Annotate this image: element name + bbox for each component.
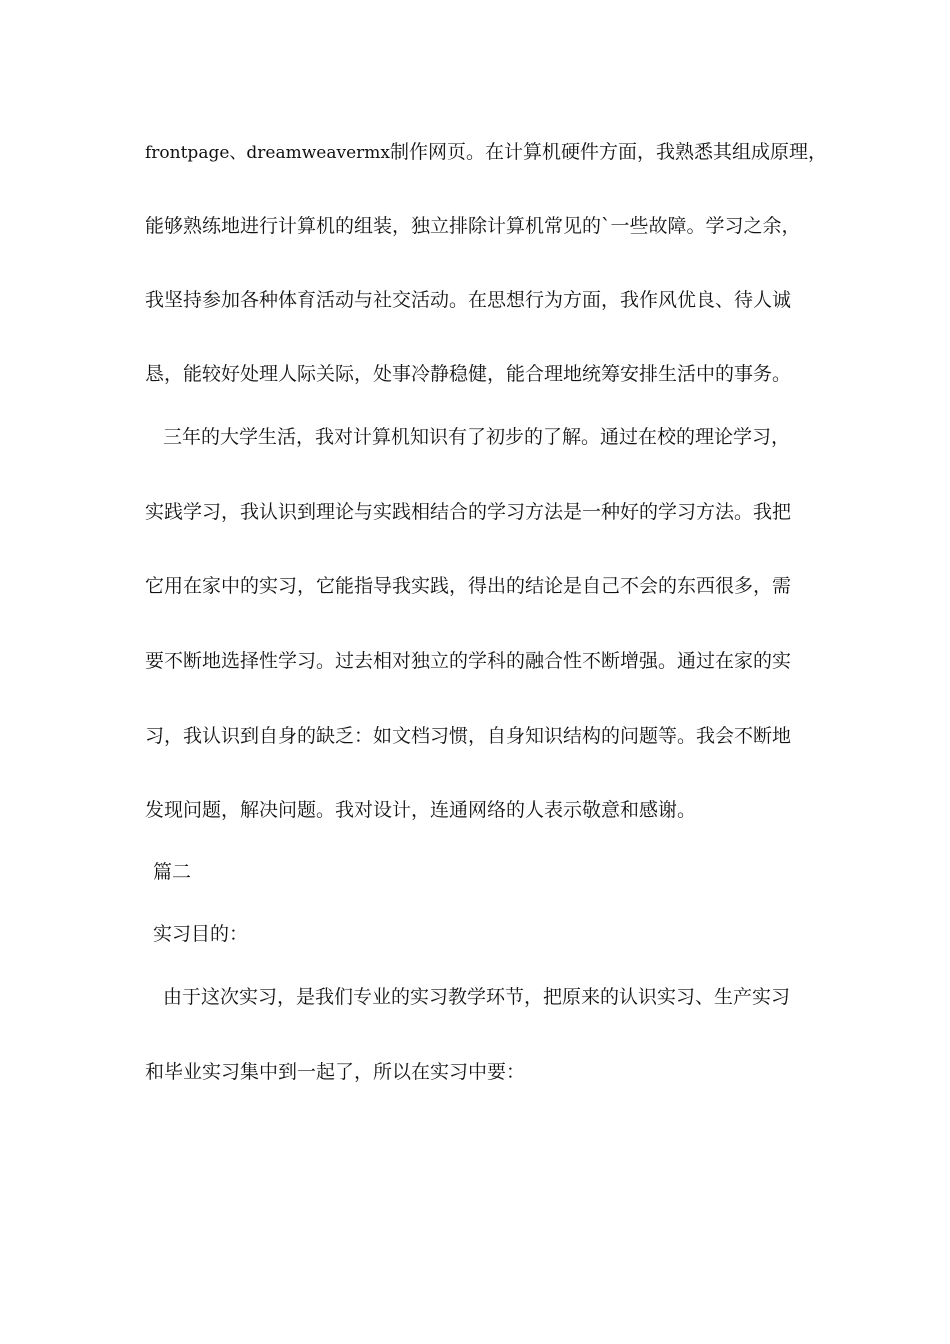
paragraph-first-line: 由于这次实习，是我们专业的实习教学环节，把原来的认识实习、生产实习 [163,986,791,1008]
paragraph-line [145,140,827,165]
software-names: frontpage、dreamweavermx [145,143,390,163]
subheading: 实习目的： [153,923,249,945]
paragraph-line: 和毕业实习集中到一起了，所以在实习中要： [145,1061,526,1083]
section-heading: 篇二 [153,861,192,883]
paragraph-line: 它用在家中的实习，它能指导我实践，得出的结论是自己不会的东西很多，需 [145,575,792,597]
paragraph-line: 我坚持参加各种体育活动与社交活动。在思想行为方面，我作风优良、待人诚 [145,289,792,311]
paragraph-line: 要不断地选择性学习。过去相对独立的学科的融合性不断增强。通过在家的实 [145,650,792,672]
paragraph-line: 恳，能较好处理人际关际，处事冷静稳健，能合理地统筹安排生活中的事务。 [145,363,792,385]
paragraph-first-line: 三年的大学生活，我对计算机知识有了初步的了解。通过在校的理论学习， [163,426,791,448]
line-text: 制作网页。在计算机硬件方面，我熟悉其组成原理， [389,141,827,163]
paragraph-line: 发现问题，解决问题。我对设计，连通网络的人表示敬意和感谢。 [145,799,697,821]
paragraph-line: 习，我认识到自身的缺乏：如文档习惯，自身知识结构的问题等。我会不断地 [145,725,792,747]
paragraph-line: 实践学习，我认识到理论与实践相结合的学习方法是一种好的学习方法。我把 [145,501,792,523]
paragraph-line: 能够熟练地进行计算机的组装，独立排除计算机常见的`一些故障。学习之余， [145,215,801,237]
